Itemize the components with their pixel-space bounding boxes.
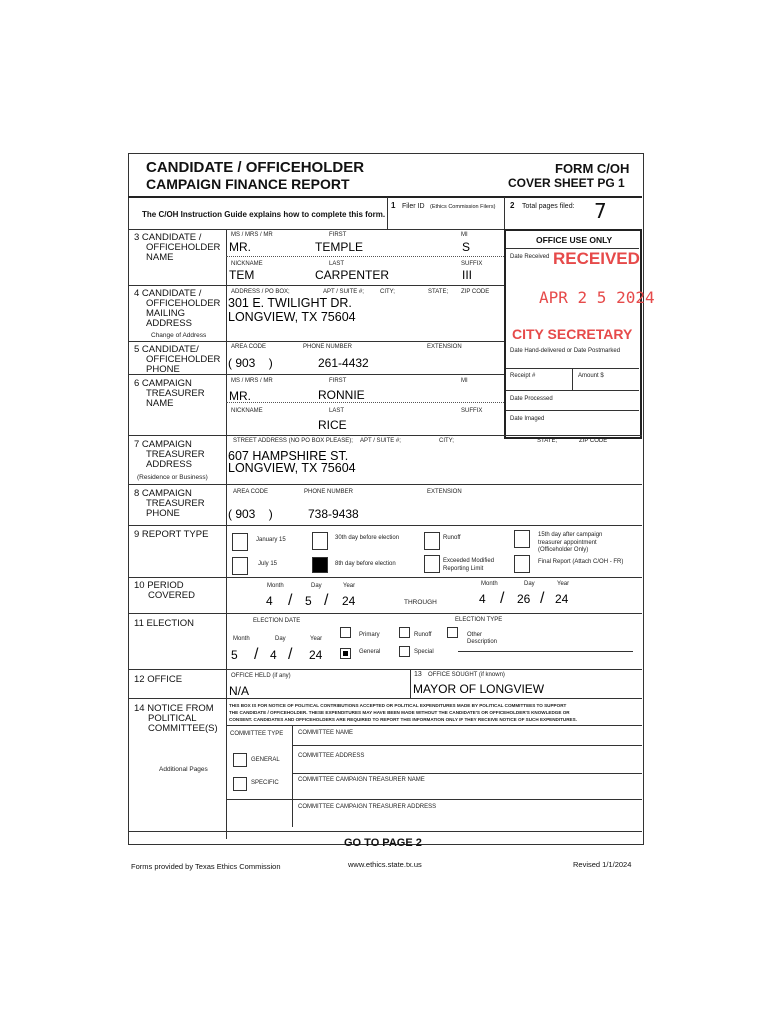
period-from-month: 4 (266, 594, 273, 608)
date-stamp: APR 2 5 2024 (539, 288, 655, 307)
candidate-suffix: III (462, 268, 473, 282)
candidate-first-name: TEMPLE (315, 240, 364, 254)
forms-provided: Forms provided by Texas Ethics Commission (131, 862, 281, 871)
guide-text: The C/OH Instruction Guide explains how to complete this form. (142, 210, 386, 219)
section3-label: 3 CANDIDATE / OFFICEHOLDER NAME (134, 232, 221, 263)
treasurer-last-name: RICE (318, 418, 347, 432)
period-to-year: 24 (555, 592, 569, 606)
other-checkbox[interactable] (447, 627, 458, 638)
day15-checkbox[interactable] (514, 530, 530, 548)
office-use-title: OFFICE USE ONLY (536, 235, 613, 245)
section14-label: 14 NOTICE FROM POLITICAL COMMITTEE(S) (134, 703, 218, 734)
section9-label: 9 REPORT TYPE (134, 529, 209, 540)
jul15-checkbox[interactable] (232, 557, 248, 575)
revised-date: Revised 1/1/2024 (573, 860, 632, 869)
section7-label: 7 CAMPAIGN TREASURER ADDRESS (134, 439, 205, 470)
general-election-checkbox[interactable] (340, 648, 351, 659)
received-stamp: RECEIVED (553, 249, 640, 268)
treasurer-address-line2: LONGVIEW, TX 75604 (228, 461, 356, 475)
section11-label: 11 ELECTION (134, 618, 195, 629)
candidate-last-name: CARPENTER (315, 268, 390, 282)
election-day: 4 (270, 648, 277, 662)
period-to-day: 26 (517, 592, 531, 606)
candidate-address-line2: LONGVIEW, TX 75604 (228, 310, 356, 324)
go-to-page-2: GO TO PAGE 2 (344, 837, 422, 849)
total-pages-value: 7 (594, 199, 607, 223)
filer-id-label: Filer ID (402, 203, 425, 210)
committee-general-checkbox[interactable] (233, 753, 247, 767)
election-month: 5 (231, 648, 238, 662)
treasurer-area-code: ( 903 ) (228, 507, 273, 521)
period-to-month: 4 (479, 592, 486, 606)
committee-specific-checkbox[interactable] (233, 777, 247, 791)
runoff-election-checkbox[interactable] (399, 627, 410, 638)
section4-label: 4 CANDIDATE / OFFICEHOLDER MAILING ADDRESS (134, 288, 221, 329)
form-title-line1: CANDIDATE / OFFICEHOLDER (146, 159, 365, 176)
election-year: 24 (309, 648, 323, 662)
candidate-phone: 261-4432 (318, 356, 369, 370)
treasurer-prefix: MR. (229, 389, 251, 403)
change-of-address: Change of Address (151, 332, 207, 339)
treasurer-phone: 738-9438 (308, 507, 359, 521)
section6-label: 6 CAMPAIGN TREASURER NAME (134, 378, 205, 409)
section5-label: 5 CANDIDATE/ OFFICEHOLDER PHONE (134, 344, 221, 375)
primary-checkbox[interactable] (340, 627, 351, 638)
runoff-report-checkbox[interactable] (424, 532, 440, 550)
jan15-checkbox[interactable] (232, 533, 248, 551)
candidate-prefix: MR. (229, 240, 251, 254)
candidate-address-line1: 301 E. TWILIGHT DR. (228, 296, 352, 310)
section8-label: 8 CAMPAIGN TREASURER PHONE (134, 488, 205, 519)
period-from-day: 5 (305, 594, 312, 608)
section12-label: 12 OFFICE (134, 674, 183, 685)
candidate-nickname: TEM (229, 268, 255, 282)
office-held: N/A (229, 684, 250, 698)
special-checkbox[interactable] (399, 646, 410, 657)
treasurer-address-line1: 607 HAMPSHIRE ST. (228, 449, 349, 463)
exceeded-checkbox[interactable] (424, 555, 440, 573)
office-sought: MAYOR OF LONGVIEW (413, 682, 545, 696)
treasurer-first-name: RONNIE (318, 388, 365, 402)
committee-notice: THIS BOX IS FOR NOTICE OF POLITICAL CONTRIBUTIONS ACCEPTED OR POLITICAL EXPENDITURES MADE BY POLITICAL COMMITTEES TO SUPPORT THE CANDIDATE / OFFICEHOLDER. THESE EXPENDITURES MAY HAVE BEEN MADE WITHOUT THE CANDIDATE'S OR OFFICEHOLDER'S KNOWLEDGE OR CONSENT. CANDIDATES AND OFFICEHOLDERS ARE REQUIRED TO REPORT THIS INFORMATION ONLY IF THEY RECEIVE NOTICE OF SUCH EXPENDITURES. (229, 703, 577, 722)
total-pages-label: Total pages filed: (522, 203, 575, 210)
cover-sheet-label: COVER SHEET PG 1 (508, 176, 625, 190)
period-from-year: 24 (342, 594, 356, 608)
city-secretary-stamp: CITY SECRETARY (512, 326, 633, 342)
final-report-checkbox[interactable] (514, 555, 530, 573)
day30-checkbox[interactable] (312, 532, 328, 550)
form-title-line2: CAMPAIGN FINANCE REPORT (146, 176, 350, 192)
candidate-mi: S (462, 240, 471, 254)
website: www.ethics.state.tx.us (348, 860, 422, 869)
day8-checkbox[interactable] (312, 557, 328, 573)
section10-label: 10 PERIOD COVERED (134, 580, 195, 601)
form-code: FORM C/OH (555, 161, 630, 176)
candidate-area-code: ( 903 ) (228, 356, 273, 370)
